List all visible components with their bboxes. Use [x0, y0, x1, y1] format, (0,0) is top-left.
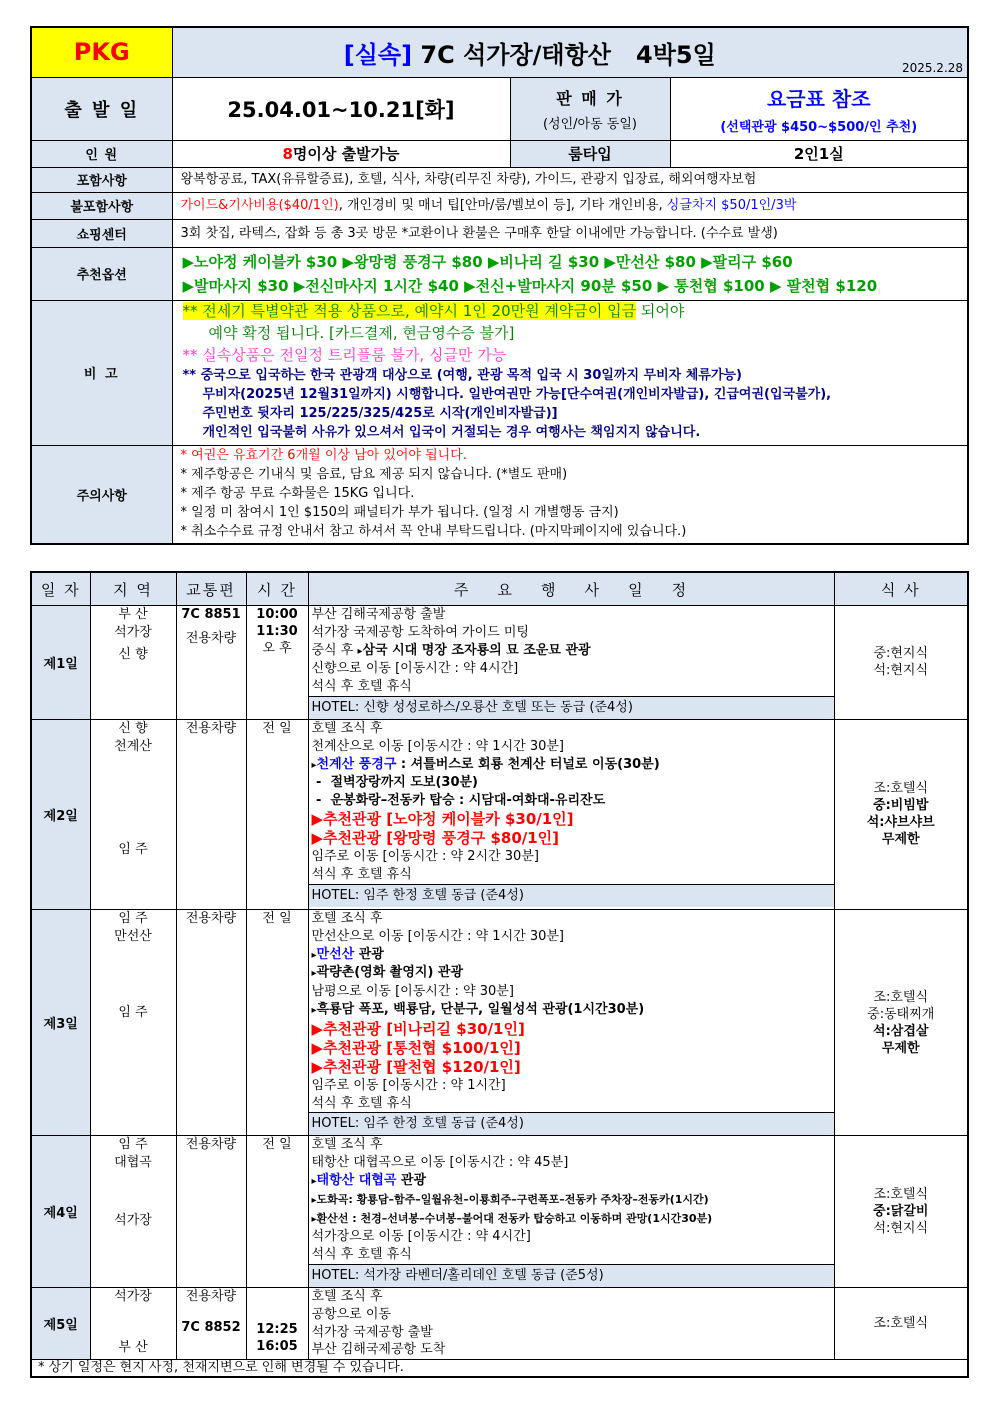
meal-item: 조:호텔식	[873, 1316, 929, 1332]
title-cell	[172, 27, 968, 77]
time-item: 전 일	[262, 720, 292, 736]
itinerary-line: - 절벽장랑까지 도보(30분)	[311, 775, 478, 791]
hotel-line: HOTEL: 신향 성성로하스/오룡산 호텔 또는 동급 (준4성)	[309, 696, 834, 719]
people-cell	[172, 140, 510, 167]
meal-item: 조:호텔식	[873, 1187, 929, 1203]
itinerary-line: 석식 후 호텔 휴식	[311, 1095, 412, 1111]
time-item: 전 일	[262, 1137, 292, 1153]
meal-item: 중:닭갈비	[873, 1204, 929, 1220]
options-cell	[172, 247, 968, 300]
day-meal	[834, 1136, 968, 1288]
remarks-line-2: 예약 확정 됩니다. [카드결제, 현금영수증 불가]	[208, 323, 515, 342]
flight-number: 7C 8851	[181, 607, 241, 622]
pkg-tag	[31, 27, 172, 77]
remarks-line-5: 무비자(2025년 12월31일까지) 시행합니다. 일반여권만 가능[단수여권(개인비자발급), 긴급여권(입국불가),	[202, 386, 832, 402]
region-item: 부 산	[118, 1339, 148, 1355]
region-item: 석가장	[114, 624, 152, 640]
itinerary-line	[309, 1001, 834, 1020]
exclude-text: , 개인경비 및 매너 팁[안마/룸/벨보이 등], 기타 개인비용,	[338, 198, 667, 213]
itinerary-text: 관광	[396, 1172, 427, 1188]
col-meal: 식 사	[834, 572, 968, 606]
day-itinerary	[308, 1136, 834, 1288]
day-transport	[176, 1287, 246, 1359]
meal-item: 중:현지식	[873, 646, 929, 662]
itinerary-text: 중식 후	[311, 642, 358, 658]
itinerary-line: - 운봉화랑–전동카 탑승 : 시담대-여화대-유리잔도	[311, 793, 606, 809]
col-itinerary: 주 요 행 사 일 정	[308, 572, 834, 606]
region-item: 석가장	[114, 1288, 152, 1304]
caution-line-3: * 제주 항공 무료 수화물은 15KG 입니다.	[180, 485, 415, 501]
recommended-option: ▶추천관광 [노야정 케이블카 $30/1인]	[311, 809, 574, 828]
sight-highlight: 만선산	[316, 946, 355, 962]
meal-item: 무제한	[881, 832, 920, 848]
sight-highlight: 천계산 풍경구	[316, 756, 397, 772]
page-title	[173, 35, 968, 70]
day-label: 제1일	[31, 606, 90, 720]
remarks-line-1	[183, 301, 968, 322]
people-number: 8	[282, 145, 293, 163]
itinerary-line: 호텔 조식 후	[311, 720, 383, 736]
transport-item: 전용차량	[185, 720, 237, 736]
day-region	[90, 1287, 176, 1359]
day-itinerary	[308, 606, 834, 720]
bullet-icon: ▸	[311, 1175, 317, 1187]
day-meal	[834, 606, 968, 720]
remarks-label: 비 고	[31, 300, 172, 445]
info-table	[30, 26, 969, 545]
itinerary-text: : 셔틀버스로 회룡 천계산 터널로 이동(30분)	[396, 756, 660, 772]
day-region	[90, 1136, 176, 1288]
itinerary-line: 만선산으로 이동 [이동시간 : 약 1시간 30분]	[311, 928, 565, 944]
day-row	[31, 909, 968, 1135]
time-item: 11:30	[256, 624, 298, 639]
caution-label: 주의사항	[31, 445, 172, 544]
col-date: 일 자	[31, 572, 90, 606]
day-itinerary	[308, 719, 834, 909]
itinerary-line: 석식 후 호텔 휴식	[311, 866, 412, 882]
day-label: 제3일	[31, 909, 90, 1135]
shopping-value: 3회 찻집, 라텍스, 잡화 등 총 3곳 방문 *교환이나 환불은 구매후 한달 이내에만 가능합니다. (수수료 발생)	[172, 219, 968, 247]
itinerary-text: 곽량촌(영화 촬영지) 관광	[316, 965, 464, 981]
hotel-line: HOTEL: 석가장 라벤더/홀리데인 호텔 동급 (준5성)	[309, 1264, 834, 1287]
itinerary-line: 부산 김해국제공항 출발	[311, 607, 446, 622]
time-item: 전 일	[262, 910, 292, 926]
region-item: 석가장	[114, 1212, 152, 1228]
transport-item: 전용차량	[185, 1137, 237, 1153]
departure-label: 출 발 일	[31, 77, 172, 140]
price-sub: (성인/아동 동일)	[542, 116, 637, 132]
region-item: 부 산	[118, 607, 148, 622]
itinerary-text: 관광	[354, 946, 384, 962]
bullet-icon: ▸	[311, 949, 317, 961]
bullet-icon: ▸	[311, 759, 317, 771]
price-value: 요금표 참조	[766, 86, 871, 111]
pkg-label: PKG	[73, 38, 130, 67]
region-item: 신 향	[118, 720, 148, 736]
day-time	[246, 606, 308, 720]
day-time	[246, 909, 308, 1135]
itinerary-line: 석가장 국제공항 도착하여 가이드 미팅	[311, 624, 529, 640]
hotel-line: HOTEL: 임주 한정 호텔 동급 (준4성)	[309, 1112, 834, 1135]
region-item: 임 주	[118, 910, 148, 926]
itinerary-line: 임주로 이동 [이동시간 : 약 1시간]	[311, 1077, 506, 1093]
recommended-option: ▶추천관광 [통천협 $100/1인]	[311, 1038, 521, 1057]
day-label: 제4일	[31, 1136, 90, 1288]
recommended-option: ▶추천관광 [비나리길 $30/1인]	[311, 1019, 525, 1038]
shopping-label: 쇼핑센터	[31, 219, 172, 247]
col-region: 지 역	[90, 572, 176, 606]
departure-value: 25.04.01~10.21[화]	[172, 77, 510, 140]
itinerary-line: 호텔 조식 후	[311, 1288, 383, 1304]
itinerary-line: 태항산 대협곡으로 이동 [이동시간 : 약 45분]	[311, 1155, 569, 1171]
col-time: 시 간	[246, 572, 308, 606]
day-time	[246, 719, 308, 909]
flight-number: 7C 8852	[181, 1319, 241, 1335]
title-main: 7C 석가장/태항산 4박5일	[412, 40, 716, 69]
hotel-line: HOTEL: 임주 한정 호텔 동급 (준4성)	[309, 884, 834, 907]
itinerary-line	[309, 642, 834, 661]
bullet-icon: ▸	[311, 1004, 317, 1016]
day-row	[31, 1136, 968, 1288]
remarks-line-4: ** 중국으로 입국하는 한국 관광객 대상으로 (여행, 관광 목적 입국 시 30일까지 무비자 체류가능)	[182, 367, 742, 383]
itinerary-line	[309, 946, 834, 965]
col-transport: 교통편	[176, 572, 246, 606]
exclude-cell	[172, 192, 968, 219]
day-region	[90, 606, 176, 720]
region-item: 임 주	[118, 1004, 148, 1020]
remarks-line-7: 개인적인 입국불허 사유가 있으셔서 입국이 거절되는 경우 여행사는 책임지지 않습니다.	[202, 424, 701, 440]
transport-item: 전용차량	[185, 630, 237, 646]
bullet-icon: ▸	[357, 645, 363, 657]
remarks-deposit-rest: 되어야	[636, 301, 685, 320]
day-itinerary	[308, 909, 834, 1135]
meal-item: 무제한	[881, 1040, 920, 1056]
region-item: 신 향	[118, 646, 148, 662]
time-item: 오 후	[262, 641, 292, 656]
meal-item: 석:샤브샤브	[866, 815, 935, 831]
bullet-icon: ▸	[311, 968, 317, 980]
room-label: 룸타입	[510, 140, 670, 167]
day-time	[246, 1136, 308, 1288]
bullet-icon: ▸	[311, 1213, 317, 1225]
price-label-cell	[510, 77, 670, 140]
include-label: 포함사항	[31, 167, 172, 192]
itinerary-line	[309, 1210, 834, 1229]
caution-cell	[172, 445, 968, 544]
remarks-deposit: ** 전세기 특별약관 적용 상품으로, 예약시 1인 20만원 계약금이 입금	[182, 301, 637, 320]
options-label: 추천옵션	[31, 247, 172, 300]
sight-highlight: 태항산 대협곡	[316, 1172, 397, 1188]
options-line-2: ▶발마사지 $30 ▶전신마사지 1시간 $40 ▶전신+발마사지 90분 $50 ▶ 통천협 $100 ▶ 팔천협 $120	[182, 276, 878, 295]
itinerary-line: 부산 김해국제공항 도착	[311, 1342, 446, 1358]
itinerary-line: 신향으로 이동 [이동시간 : 약 4시간]	[311, 661, 519, 677]
itinerary-line	[309, 1172, 834, 1191]
day-region	[90, 909, 176, 1135]
meal-item: 중:동태찌개	[867, 1006, 935, 1022]
meal-item: 석:현지식	[873, 1221, 929, 1237]
day-label: 제5일	[31, 1287, 90, 1359]
itinerary-line: 석식 후 호텔 휴식	[311, 1247, 412, 1263]
day-label: 제2일	[31, 719, 90, 909]
day-region	[90, 719, 176, 909]
itinerary-line: 천계산으로 이동 [이동시간 : 약 1시간 30분]	[311, 738, 565, 754]
time-item: 16:05	[256, 1338, 298, 1354]
caution-line-4: * 일정 미 참여시 1인 $150의 패널티가 부가 됩니다. (일정 시 개별행동 금지)	[180, 504, 619, 520]
itinerary-line: 호텔 조식 후	[311, 910, 383, 926]
transport-item: 전용차량	[185, 1288, 237, 1304]
price-label: 판 매 가	[556, 88, 624, 108]
day-row	[31, 1287, 968, 1359]
room-value: 2인1실	[670, 140, 968, 167]
caution-line-1: * 여권은 유효기간 6개월 이상 남아 있어야 됩니다.	[180, 447, 467, 463]
region-item: 천계산	[114, 738, 152, 754]
day-row	[31, 606, 968, 720]
day-itinerary	[308, 1287, 834, 1359]
bullet-icon: ▸	[311, 1194, 317, 1206]
itinerary-line: 석가장으로 이동 [이동시간 : 약 4시간]	[311, 1229, 531, 1245]
region-item: 임 주	[118, 1137, 148, 1153]
itinerary-line: 석식 후 호텔 휴식	[311, 679, 412, 695]
people-label: 인 원	[31, 140, 172, 167]
remarks-cell	[172, 300, 968, 445]
day-meal	[834, 719, 968, 909]
meal-item: 조:호텔식	[873, 989, 929, 1005]
meal-item: 중:비빔밥	[873, 798, 929, 814]
itinerary-line	[309, 964, 834, 983]
remarks-line-6: 주민번호 뒷자리 125/225/325/425로 시작(개인비자발급)]	[202, 405, 558, 421]
day-time	[246, 1287, 308, 1359]
caution-line-2: * 제주항공은 기내식 및 음료, 담요 제공 되지 않습니다. (*별도 판매)	[180, 466, 568, 482]
recommended-option: ▶추천관광 [왕망령 풍경구 $80/1인]	[311, 828, 560, 847]
schedule-table	[30, 571, 969, 1378]
footnote-row	[31, 1360, 968, 1378]
day-meal	[834, 1287, 968, 1359]
day-meal	[834, 909, 968, 1135]
itinerary-text: 도화곡: 황룡담–함주–일월유천–이룡희주–구련폭포–전동카 주차장–전동카(1시간)	[316, 1192, 709, 1206]
region-item: 임 주	[118, 841, 148, 857]
day-transport	[176, 606, 246, 720]
itinerary-line: 임주로 이동 [이동시간 : 약 2시간 30분]	[311, 848, 539, 864]
itinerary-line: 공항으로 이동	[311, 1306, 391, 1322]
include-value: 왕복항공료, TAX(유류할증료), 호텔, 식사, 차량(리무진 차량), 가이드, 관광지 입장료, 해외여행자보험	[172, 167, 968, 192]
price-note: (선택관광 $450~$500/인 추천)	[720, 119, 918, 135]
transport-item: 전용차량	[185, 910, 237, 926]
region-item: 대협곡	[114, 1155, 152, 1171]
price-cell	[670, 77, 968, 140]
schedule-footnote: * 상기 일정은 현지 사정, 천재지변으로 인해 변경될 수 있습니다.	[31, 1360, 968, 1378]
itinerary-text: 환산선 : 천경–선녀봉–수녀봉–불어대 전동카 탑승하고 이동하며 관망(1시간30분)	[316, 1211, 713, 1225]
recommended-option: ▶추천관광 [팔천협 $120/1인]	[311, 1057, 521, 1076]
options-line-1: ▶노야정 케이블카 $30 ▶왕망령 풍경구 $80 ▶비나리 길 $30 ▶만선산 $80 ▶팔리구 $60	[182, 252, 793, 271]
meal-item: 조:호텔식	[873, 781, 929, 797]
itinerary-line: 석가장 국제공항 출발	[311, 1324, 433, 1340]
exclude-label: 불포함사항	[31, 192, 172, 219]
time-item: 12:25	[256, 1321, 298, 1337]
meal-item: 석:삼겹살	[873, 1023, 929, 1039]
itinerary-line	[309, 756, 834, 775]
people-value: 명이상 출발가능	[292, 145, 400, 163]
doc-date: 2025.2.28	[901, 60, 964, 75]
sight-highlight: 삼국 시대 명장 조자룡의 묘 조운묘 관광	[362, 642, 591, 658]
meal-item: 석:현지식	[873, 663, 929, 679]
exclude-single-charge: 싱글차지 $50/1인/3박	[666, 198, 797, 213]
time-item: 10:00	[256, 607, 298, 622]
itinerary-line: 호텔 조식 후	[311, 1137, 383, 1153]
region-item: 만선산	[114, 928, 152, 944]
title-prefix: [실속]	[343, 40, 413, 69]
remarks-line-3: ** 실속상품은 전일정 트리플룸 불가, 싱글만 가능	[182, 345, 507, 364]
day-transport	[176, 909, 246, 1135]
day-transport	[176, 719, 246, 909]
day-transport	[176, 1136, 246, 1288]
day-row	[31, 719, 968, 909]
itinerary-text: 흑룡담 폭포, 백룡담, 단분구, 일월성석 관광(1시간30분)	[316, 1001, 645, 1017]
exclude-guide-fee: 가이드&기사비용($40/1인)	[180, 198, 339, 213]
schedule-header-row	[31, 572, 968, 606]
caution-line-5: * 취소수수료 규정 안내서 참고 하셔서 꼭 안내 부탁드립니다. (마지막페이지에 있습니다.)	[180, 523, 687, 539]
itinerary-line: 남평으로 이동 [이동시간 : 약 30분]	[311, 984, 514, 1000]
itinerary-line	[309, 1191, 834, 1210]
